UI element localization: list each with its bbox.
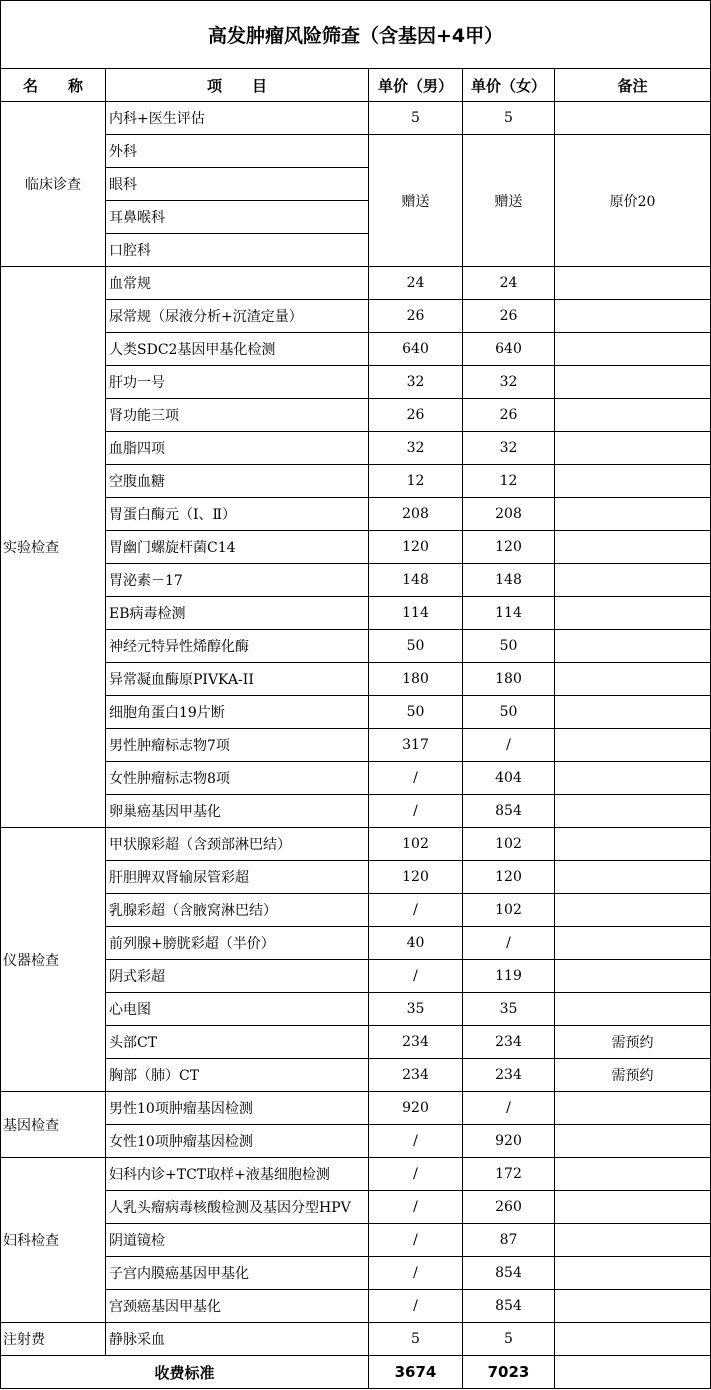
price-male-cell: 35 xyxy=(369,993,463,1026)
total-note xyxy=(555,1356,711,1389)
note-cell xyxy=(555,564,711,597)
price-female-cell: 640 xyxy=(463,333,555,366)
item-cell: 子宫内膜癌基因甲基化 xyxy=(106,1257,369,1290)
price-male-cell: / xyxy=(369,1290,463,1323)
table-row xyxy=(1,1026,711,1059)
price-female-cell: 50 xyxy=(463,696,555,729)
table-row xyxy=(1,465,711,498)
item-cell: 女性10项肿瘤基因检测 xyxy=(106,1125,369,1158)
category-cell: 临床诊查 xyxy=(1,102,106,267)
note-cell xyxy=(555,927,711,960)
item-cell: 神经元特异性烯醇化酶 xyxy=(106,630,369,663)
note-cell: 原价20 xyxy=(555,135,711,267)
table-row xyxy=(1,531,711,564)
price-male-cell: 50 xyxy=(369,696,463,729)
note-cell: 需预约 xyxy=(555,1059,711,1092)
price-male-cell: 640 xyxy=(369,333,463,366)
table-row xyxy=(1,1125,711,1158)
header-price-male: 单价（男） xyxy=(369,69,463,102)
item-cell: 耳鼻喉科 xyxy=(106,201,369,234)
note-cell: 需预约 xyxy=(555,1026,711,1059)
category-cell: 注射费 xyxy=(1,1323,106,1356)
table-row xyxy=(1,1257,711,1290)
price-male-cell: 赠送 xyxy=(369,135,463,267)
price-male-cell: 40 xyxy=(369,927,463,960)
note-cell xyxy=(555,663,711,696)
price-male-cell: 32 xyxy=(369,366,463,399)
table-row xyxy=(1,1224,711,1257)
table-row xyxy=(1,927,711,960)
price-female-cell: 260 xyxy=(463,1191,555,1224)
note-cell xyxy=(555,597,711,630)
price-female-cell: 404 xyxy=(463,762,555,795)
price-female-cell: 87 xyxy=(463,1224,555,1257)
price-female-cell: 172 xyxy=(463,1158,555,1191)
item-cell: 男性肿瘤标志物7项 xyxy=(106,729,369,762)
total-price-female: 7023 xyxy=(463,1356,555,1389)
note-cell xyxy=(555,267,711,300)
table-row xyxy=(1,597,711,630)
item-cell: 女性肿瘤标志物8项 xyxy=(106,762,369,795)
note-cell xyxy=(555,894,711,927)
category-cell: 妇科检查 xyxy=(1,1158,106,1323)
item-cell: 心电图 xyxy=(106,993,369,1026)
price-male-cell: 920 xyxy=(369,1092,463,1125)
price-female-cell: 5 xyxy=(463,1323,555,1356)
price-female-cell: 234 xyxy=(463,1026,555,1059)
price-male-cell: 26 xyxy=(369,300,463,333)
price-male-cell: 24 xyxy=(369,267,463,300)
table-row xyxy=(1,762,711,795)
header-note: 备注 xyxy=(555,69,711,102)
price-female-cell: 102 xyxy=(463,894,555,927)
note-cell xyxy=(555,1323,711,1356)
price-male-cell: / xyxy=(369,1224,463,1257)
item-cell: 异常凝血酶原PIVKA-II xyxy=(106,663,369,696)
price-female-cell: 32 xyxy=(463,432,555,465)
header-row xyxy=(1,69,711,102)
price-female-cell: 24 xyxy=(463,267,555,300)
price-male-cell: 234 xyxy=(369,1026,463,1059)
note-cell xyxy=(555,333,711,366)
price-female-cell: 35 xyxy=(463,993,555,1026)
item-cell: 人乳头瘤病毒核酸检测及基因分型HPV xyxy=(106,1191,369,1224)
note-cell xyxy=(555,762,711,795)
table-row xyxy=(1,1323,711,1356)
price-female-cell: 114 xyxy=(463,597,555,630)
table-row xyxy=(1,894,711,927)
item-cell: EB病毒检测 xyxy=(106,597,369,630)
table-row xyxy=(1,564,711,597)
category-cell: 实验检查 xyxy=(1,267,106,828)
item-cell: 肝功一号 xyxy=(106,366,369,399)
total-row xyxy=(1,1356,711,1389)
item-cell: 空腹血糖 xyxy=(106,465,369,498)
price-female-cell: 854 xyxy=(463,1290,555,1323)
price-female-cell: 234 xyxy=(463,1059,555,1092)
price-female-cell: 208 xyxy=(463,498,555,531)
item-cell: 男性10项肿瘤基因检测 xyxy=(106,1092,369,1125)
item-cell: 胸部（肺）CT xyxy=(106,1059,369,1092)
table-row xyxy=(1,1092,711,1125)
note-cell xyxy=(555,1158,711,1191)
note-cell xyxy=(555,1257,711,1290)
note-cell xyxy=(555,1290,711,1323)
price-male-cell: 26 xyxy=(369,399,463,432)
table-row xyxy=(1,1191,711,1224)
item-cell: 静脉采血 xyxy=(106,1323,369,1356)
item-cell: 外科 xyxy=(106,135,369,168)
item-cell: 乳腺彩超（含腋窝淋巴结） xyxy=(106,894,369,927)
item-cell: 胃蛋白酶元（Ⅰ、Ⅱ） xyxy=(106,498,369,531)
table-row xyxy=(1,300,711,333)
item-cell: 妇科内诊+TCT取样+液基细胞检测 xyxy=(106,1158,369,1191)
note-cell xyxy=(555,795,711,828)
price-male-cell: / xyxy=(369,894,463,927)
note-cell xyxy=(555,1191,711,1224)
price-female-cell: / xyxy=(463,927,555,960)
item-cell: 甲状腺彩超（含颈部淋巴结） xyxy=(106,828,369,861)
total-price-male: 3674 xyxy=(369,1356,463,1389)
item-cell: 胃泌素－17 xyxy=(106,564,369,597)
price-male-cell: 120 xyxy=(369,861,463,894)
item-cell: 口腔科 xyxy=(106,234,369,267)
note-cell xyxy=(555,1092,711,1125)
note-cell xyxy=(555,399,711,432)
item-cell: 宫颈癌基因甲基化 xyxy=(106,1290,369,1323)
note-cell xyxy=(555,828,711,861)
price-male-cell: 5 xyxy=(369,1323,463,1356)
total-label: 收费标准 xyxy=(1,1356,369,1389)
price-female-cell: 854 xyxy=(463,795,555,828)
table-row xyxy=(1,960,711,993)
table-row xyxy=(1,993,711,1026)
item-cell: 阴式彩超 xyxy=(106,960,369,993)
price-female-cell: 854 xyxy=(463,1257,555,1290)
note-cell xyxy=(555,102,711,135)
price-male-cell: 32 xyxy=(369,432,463,465)
table-row xyxy=(1,795,711,828)
price-female-cell: 26 xyxy=(463,399,555,432)
title-row xyxy=(1,1,711,69)
price-male-cell: 12 xyxy=(369,465,463,498)
table-row xyxy=(1,333,711,366)
note-cell xyxy=(555,432,711,465)
price-male-cell: 148 xyxy=(369,564,463,597)
note-cell xyxy=(555,993,711,1026)
price-female-cell: 26 xyxy=(463,300,555,333)
item-cell: 内科+医生评估 xyxy=(106,102,369,135)
table-row xyxy=(1,1290,711,1323)
category-cell: 仪器检查 xyxy=(1,828,106,1092)
item-cell: 人类SDC2基因甲基化检测 xyxy=(106,333,369,366)
table-row xyxy=(1,861,711,894)
note-cell xyxy=(555,531,711,564)
item-cell: 细胞角蛋白19片断 xyxy=(106,696,369,729)
note-cell xyxy=(555,498,711,531)
note-cell xyxy=(555,861,711,894)
price-female-cell: 赠送 xyxy=(463,135,555,267)
price-male-cell: 180 xyxy=(369,663,463,696)
price-female-cell: 50 xyxy=(463,630,555,663)
note-cell xyxy=(555,696,711,729)
price-female-cell: 32 xyxy=(463,366,555,399)
note-cell xyxy=(555,300,711,333)
table-row xyxy=(1,729,711,762)
price-male-cell: / xyxy=(369,762,463,795)
note-cell xyxy=(555,1125,711,1158)
item-cell: 前列腺+膀胱彩超（半价） xyxy=(106,927,369,960)
price-female-cell: 12 xyxy=(463,465,555,498)
price-female-cell: 120 xyxy=(463,531,555,564)
item-cell: 血脂四项 xyxy=(106,432,369,465)
item-cell: 头部CT xyxy=(106,1026,369,1059)
table-row xyxy=(1,630,711,663)
price-male-cell: 114 xyxy=(369,597,463,630)
item-cell: 卵巢癌基因甲基化 xyxy=(106,795,369,828)
header-price-female: 单价（女） xyxy=(463,69,555,102)
price-female-cell: 120 xyxy=(463,861,555,894)
price-female-cell: 180 xyxy=(463,663,555,696)
item-cell: 血常规 xyxy=(106,267,369,300)
note-cell xyxy=(555,630,711,663)
note-cell xyxy=(555,1224,711,1257)
price-male-cell: 120 xyxy=(369,531,463,564)
price-male-cell: / xyxy=(369,1191,463,1224)
item-cell: 眼科 xyxy=(106,168,369,201)
note-cell xyxy=(555,366,711,399)
item-cell: 尿常规（尿液分析+沉渣定量） xyxy=(106,300,369,333)
table-row xyxy=(1,102,711,135)
table-row xyxy=(1,498,711,531)
price-male-cell: / xyxy=(369,1125,463,1158)
header-item: 项 目 xyxy=(106,69,369,102)
price-male-cell: 234 xyxy=(369,1059,463,1092)
price-female-cell: / xyxy=(463,729,555,762)
price-male-cell: 317 xyxy=(369,729,463,762)
price-male-cell: / xyxy=(369,1257,463,1290)
table-title: 高发肿瘤风险筛查（含基因+4甲） xyxy=(1,1,711,69)
table-row xyxy=(1,1158,711,1191)
price-female-cell: 148 xyxy=(463,564,555,597)
table-row xyxy=(1,663,711,696)
table-row xyxy=(1,267,711,300)
table-row xyxy=(1,366,711,399)
note-cell xyxy=(555,729,711,762)
item-cell: 肝胆脾双肾输尿管彩超 xyxy=(106,861,369,894)
price-female-cell: 5 xyxy=(463,102,555,135)
table-row xyxy=(1,828,711,861)
price-female-cell: 920 xyxy=(463,1125,555,1158)
price-male-cell: / xyxy=(369,795,463,828)
price-female-cell: 119 xyxy=(463,960,555,993)
price-male-cell: / xyxy=(369,1158,463,1191)
price-male-cell: 50 xyxy=(369,630,463,663)
table-row xyxy=(1,696,711,729)
item-cell: 肾功能三项 xyxy=(106,399,369,432)
note-cell xyxy=(555,960,711,993)
table-row xyxy=(1,432,711,465)
price-male-cell: / xyxy=(369,960,463,993)
price-female-cell: 102 xyxy=(463,828,555,861)
note-cell xyxy=(555,465,711,498)
table-row xyxy=(1,1059,711,1092)
header-name: 名 称 xyxy=(1,69,106,102)
category-cell: 基因检查 xyxy=(1,1092,106,1158)
price-female-cell: / xyxy=(463,1092,555,1125)
item-cell: 胃幽门螺旋杆菌C14 xyxy=(106,531,369,564)
price-male-cell: 5 xyxy=(369,102,463,135)
table-row xyxy=(1,399,711,432)
table-row xyxy=(1,135,711,168)
price-male-cell: 102 xyxy=(369,828,463,861)
item-cell: 阴道镜检 xyxy=(106,1224,369,1257)
price-male-cell: 208 xyxy=(369,498,463,531)
